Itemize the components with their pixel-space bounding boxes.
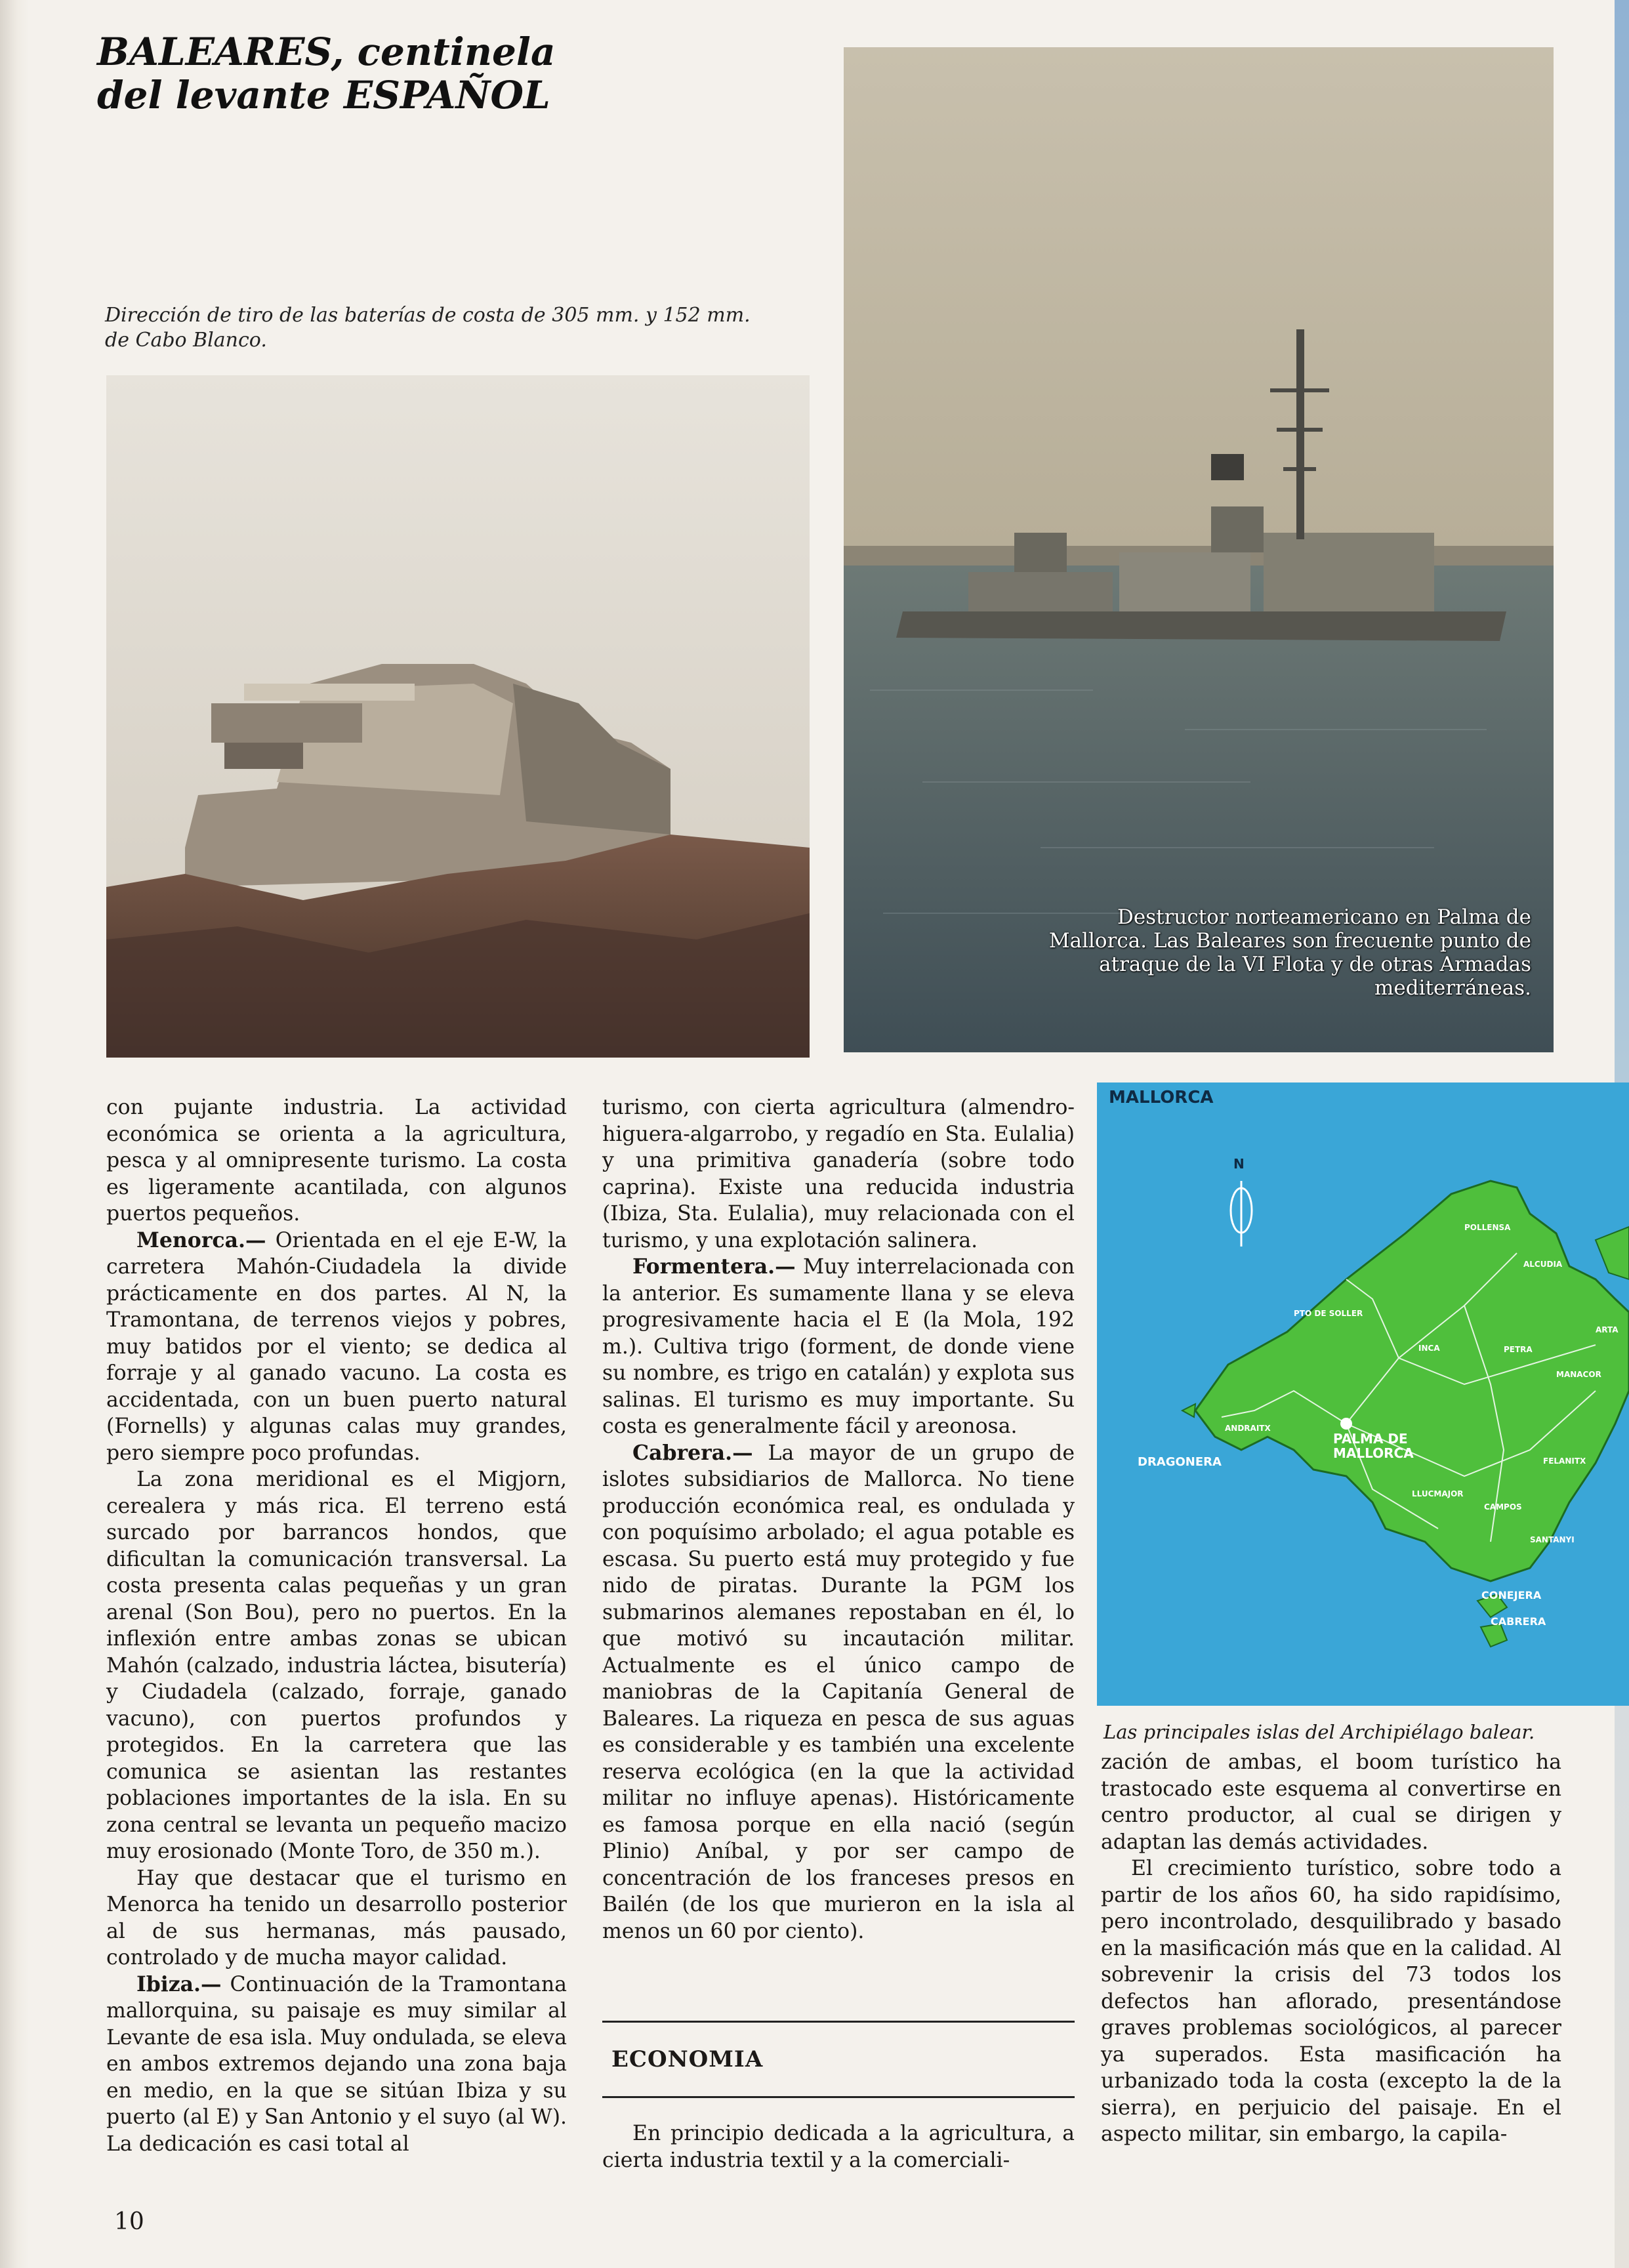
destroyer-photo-caption: Destructor norteamericano en Palma de Mallorca. Las Baleares son frecuente punto de atraque de la VI Flota y de otras Armadas mediterráneas. (1048, 905, 1531, 1000)
map-label-andratx: ANDRAITX (1225, 1424, 1271, 1433)
map-label-soller: PTO DE SOLLER (1294, 1309, 1363, 1318)
heading-ibiza: Ibiza.— (136, 1971, 222, 1996)
column-3 (1101, 1749, 1561, 2148)
col2-paragraph-formentera (602, 1254, 1075, 1440)
bunker-photo (106, 375, 810, 1058)
col1-paragraph-1: con pujante industria. La actividad económica se orienta a la agricultura, pesca y al omnipresente turismo. La costa es ligeramente acantilada, con algunos puertos pequeños. (106, 1096, 567, 1226)
page-number: 10 (114, 2208, 144, 2235)
col2-paragraph-cabrera (602, 1440, 1075, 1945)
map-caption: Las principales islas del Archipiélago balear. (1103, 1721, 1535, 1743)
map-label-felanitx: FELANITX (1543, 1456, 1586, 1466)
map-label-petra: PETRA (1504, 1345, 1533, 1354)
page-binding-shadow (0, 0, 29, 2268)
mallorca-map (1097, 1082, 1629, 1706)
section-heading-economia (602, 2021, 1075, 2098)
bunker-photo-caption: Dirección de tiro de las baterías de costa de 305 mm. y 152 mm. de Cabo Blanco. (105, 304, 751, 352)
heading-menorca: Menorca.— (136, 1227, 266, 1252)
destroyer-photo (844, 47, 1554, 1052)
map-label-campos: CAMPOS (1484, 1502, 1522, 1512)
col1-paragraph-ibiza (106, 1971, 567, 2158)
col1-paragraph-migjorn: La zona meridional es el Migjorn, cerealera y más rica. El terreno está surcado por barrancos hondos, que dificultan la comunicación transversal. La costa presenta calas pequeñas y un gran arenal (Son Bou), pero no puertos. En la inflexión entre ambas zonas se ubican Mahón (calzado, industria láctea, bisutería) y Ciudadela (calzado, forraje, ganado vacuno), con puertos profundos y protegidos. En la carretera que las comunica se asientan las restantes poblaciones importantes de la isla. En su zona central se levanta un pequeño macizo muy erosionado (Monte Toro, de 350 m.). (106, 1468, 567, 1863)
map-label-arta: ARTA (1596, 1325, 1619, 1334)
ibiza-text: Continuación de la Tramontana mallorquina, su paisaje es muy similar al Levante de esa isla. Muy ondulada, se eleva en ambos extremos dejando una zona baja en medio, en la que se sitúan Ibiza y su puerto (al E) y San Antonio y el suyo (al W). La dedicación es casi total al (106, 1972, 567, 2156)
menorca-text: Orientada en el eje E-W, la carretera Mahón-Ciudadela la divide prácticamente en dos partes. Al N, la Tramontana, de terrenos viejos y pobres, muy batidos por el viento; se dedica al forraje y al ganado vacuno. La costa es accidentada, con un buen puerto natural (Fornells) y algunas calas muy grandes, pero siempre poco profundas. (106, 1228, 567, 1465)
map-label-conejera: CONEJERA (1481, 1589, 1542, 1601)
col2-paragraph-1: turismo, con cierta agricultura (almendro-higuera-algarrobo, y regadío en Sta. Eulalia) y una primitiva ganadería (sobre todo caprina). Existe una reducida industria (Ibiza, Sta. Eulalia), muy relacionada con el turismo, y una explotación salinera. (602, 1096, 1075, 1252)
map-label-inca: INCA (1418, 1344, 1440, 1353)
col3-paragraph-1: zación de ambas, el boom turístico ha trastocado este esquema al convertirse en centro productor, al cual se dirigen y adaptan las demás actividades. (1101, 1750, 1561, 1854)
formentera-text: Muy interrelacionada con la anterior. Es sumamente llana y se eleva progresivamente hacia el E (la Mola, 192 m.). Cultiva trigo (forment, de donde viene su nombre, es trigo en catalán) y explota sus salinas. El turismo es muy importante. Su costa es generalmente fácil y areonosa. (602, 1255, 1075, 1438)
col1-paragraph-menorca (106, 1227, 567, 1467)
col1-paragraph-tourism: Hay que destacar que el turismo en Menorca ha tenido un desarrollo posterior al de sus hermanas, más pausado, controlado y de mucha mayor calidad. (106, 1866, 567, 1969)
map-label-llucmajor: LLUCMAJOR (1412, 1489, 1464, 1498)
map-label-pollensa: POLLENSA (1464, 1223, 1511, 1232)
map-label-alcudia: ALCUDIA (1523, 1260, 1563, 1269)
map-label-cabrera: CABRERA (1491, 1615, 1546, 1628)
section-heading-text: ECONOMIA (611, 2046, 764, 2072)
column-1 (106, 1094, 567, 2157)
title-line-1: BALEARES, centinela (97, 30, 556, 74)
map-label-dragonera: DRAGONERA (1138, 1455, 1222, 1469)
cabrera-text: La mayor de un grupo de islotes subsidiarios de Mallorca. No tiene producción económica real, es ondulada y con poquísimo arbolado; el agua potable es escasa. Su puerto está muy protegido y fue nido de piratas. Durante la PGM los submarinos alemanes repostaban en él, lo que motivó su incautación militar. Actualmente es el único campo de maniobras de la Capitanía General de Baleares. La riqueza en pesca de sus aguas es considerable y es también una excelente reserva ecológica (en la que la actividad militar no influye apenas). Históricamente es famosa porque en ella nació (según Plinio) Aníbal, y por ser campo de concentración de los franceses presos en Bailén (de los que murieron en la isla al menos un 60 por ciento). (602, 1441, 1075, 1943)
map-north-label: N (1233, 1156, 1245, 1172)
column-2 (602, 1094, 1075, 1945)
map-label-manacor: MANACOR (1556, 1370, 1601, 1379)
map-title: MALLORCA (1109, 1088, 1214, 1107)
col3-paragraph-2: El crecimiento turístico, sobre todo a partir de los años 60, ha sido rapidísimo, pero incontrolado, desquilibrado y basado en la masificación más que en la calidad. Al sobrevenir la crisis del 73 todos los defectos han aflorado, presentándose graves problemas sociológicos, al parecer ya superados. Esta masificación ha urbanizado toda la costa (excepto la de la sierra), en perjuicio del paisaje. En el aspecto militar, sin embargo, la capila- (1101, 1857, 1561, 2146)
col2-paragraph-economia: En principio dedicada a la agricultura, a cierta industria textil y a la comerciali- (602, 2122, 1075, 2172)
heading-cabrera: Cabrera.— (632, 1440, 753, 1465)
heading-formentera: Formentera.— (632, 1254, 796, 1279)
title-line-2: del levante ESPAÑOL (97, 73, 550, 117)
article-title (97, 30, 569, 117)
column-2-economia (602, 2120, 1075, 2174)
map-label-palma: PALMA DE MALLORCA (1333, 1431, 1414, 1461)
map-label-santanyi: SANTANYI (1530, 1535, 1575, 1544)
